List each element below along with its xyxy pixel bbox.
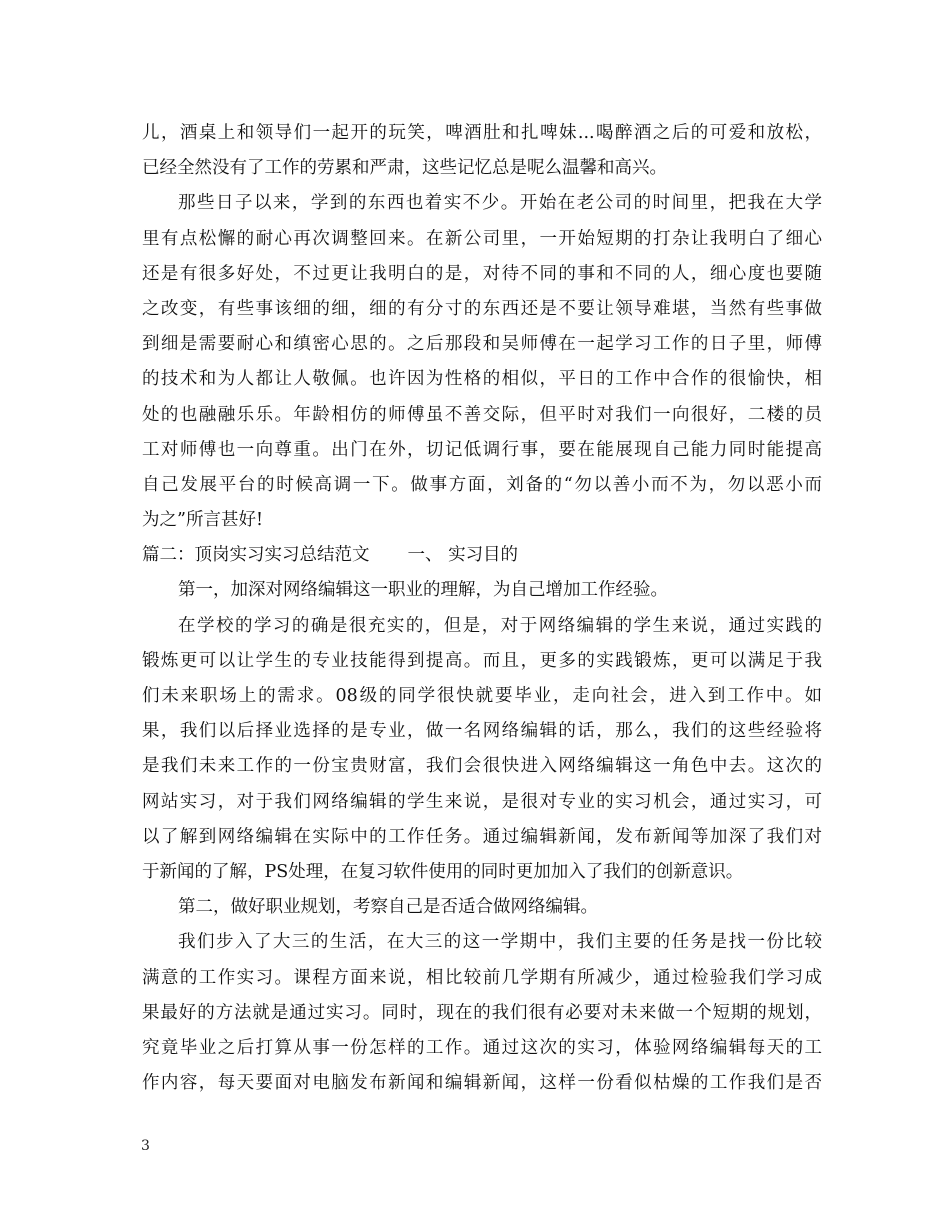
text-line-content: 果，我们以后择业选择的是专业，做一名网络编辑的话，那么，我们的这些经验将 <box>142 721 822 742</box>
text-line <box>142 433 822 468</box>
text-line-content: 究竟毕业之后打算从事一份怎样的工作。通过这次的实习，体验网络编辑每天的工 <box>142 1037 822 1058</box>
text-line <box>142 503 822 538</box>
text-line-content: 儿，酒桌上和领导们一起开的玩笑，啤酒肚和扎啤妹...喝醉酒之后的可爱和放松， <box>142 123 822 143</box>
text-line <box>142 151 822 186</box>
text-line-content: 到细是需要耐心和缜密心思的。之后那段和吴师傅在一起学习工作的日子里，师傅 <box>142 334 822 355</box>
text-line-content: 里有点松懈的耐心再次调整回来。在新公司里，一开始短期的打杂让我明白了细心 <box>142 228 822 249</box>
text-line <box>142 468 822 503</box>
text-line <box>142 714 822 749</box>
text-line <box>142 257 822 292</box>
text-line-content: 锻炼更可以让学生的专业技能得到提高。而且，更多的实践锻炼，更可以满足于我 <box>142 650 822 671</box>
text-line-content: 于新闻的了解，PS处理，在复习软件使用的同时更加加入了我们的创新意识。 <box>142 861 744 882</box>
text-line-content: 们未来职场上的需求。08级的同学很快就要毕业，走向社会，进入到工作中。如 <box>142 686 822 706</box>
text-line-content: 第一，加深对网络编辑这一职业的理解，为自己增加工作经验。 <box>178 580 668 601</box>
text-line <box>142 1066 822 1101</box>
text-line <box>142 222 822 257</box>
text-line-content: 篇二：顶岗实习实习总结范文 <box>142 545 370 566</box>
text-line <box>142 362 822 397</box>
text-line <box>142 292 822 327</box>
text-line-content: 之改变，有些事该细的细，细的有分寸的东西还是不要让领导难堪，当然有些事做 <box>142 298 822 319</box>
text-line <box>142 398 822 433</box>
text-line-content: 作内容，每天要面对电脑发布新闻和编辑新闻，这样一份看似枯燥的工作我们是否 <box>142 1073 822 1094</box>
text-line <box>142 609 822 644</box>
text-line <box>142 961 822 996</box>
text-line-content: 网站实习，对于我们网络编辑的学生来说，是很对专业的实习机会，通过实习，可 <box>142 791 822 812</box>
text-line <box>142 116 822 151</box>
text-line <box>142 925 822 960</box>
text-line-content: 自己发展平台的时候高调一下。做事方面，刘备的“勿以善小而不为，勿以恶小而 <box>142 474 822 495</box>
text-line <box>142 327 822 362</box>
page-number: 3 <box>141 1138 150 1154</box>
text-line <box>142 855 822 890</box>
text-line-content: 以了解到网络编辑在实际中的工作任务。通过编辑新闻，发布新闻等加深了我们对 <box>142 826 822 847</box>
text-line-content: 为之”所言甚好! <box>142 510 263 531</box>
text-line-content: 在学校的学习的确是很充实的，但是，对于网络编辑的学生来说，通过实践的 <box>178 615 822 636</box>
text-line <box>142 186 822 221</box>
text-line <box>142 820 822 855</box>
text-line-content: 满意的工作实习。课程方面来说，相比较前几学期有所减少，通过检验我们学习成 <box>142 967 822 988</box>
text-line <box>142 573 822 608</box>
text-line-content: 是我们未来工作的一份宝贵财富，我们会很快进入网络编辑这一角色中去。这次的 <box>142 756 822 777</box>
document-body <box>142 116 822 1101</box>
text-line <box>142 1031 822 1066</box>
text-line <box>142 785 822 820</box>
text-line-content: 还是有很多好处，不过更让我明白的是，对待不同的事和不同的人，细心度也要随 <box>142 263 822 284</box>
text-line <box>142 749 822 784</box>
text-line-content: 已经全然没有了工作的劳累和严肃，这些记忆总是呢么温馨和高兴。 <box>142 158 667 179</box>
text-line-content: 我们步入了大三的生活，在大三的这一学期中，我们主要的任务是找一份比较 <box>178 932 822 953</box>
text-line-content: 第二，做好职业规划，考察自己是否适合做网络编辑。 <box>178 897 598 918</box>
text-line <box>142 890 822 925</box>
text-line-content: 那些日子以来，学到的东西也着实不少。开始在老公司的时间里，把我在大学 <box>178 193 822 214</box>
text-line <box>142 644 822 679</box>
text-line-content: 工对师傅也一向尊重。出门在外，切记低调行事，要在能展现自己能力同时能提高 <box>142 439 822 460</box>
text-line <box>142 996 822 1031</box>
text-line-content: 果最好的方法就是通过实习。同时，现在的我们很有必要对未来做一个短期的规划， <box>142 1002 822 1023</box>
text-line <box>142 679 822 714</box>
text-line-content: 处的也融融乐乐。年龄相仿的师傅虽不善交际，但平时对我们一向很好，二楼的员 <box>142 404 822 425</box>
text-line-content: 的技术和为人都让人敬佩。也许因为性格的相似，平日的工作中合作的很愉快，相 <box>142 369 822 390</box>
section-heading <box>142 538 822 573</box>
section-subheading: 一、 实习目的 <box>407 545 519 566</box>
